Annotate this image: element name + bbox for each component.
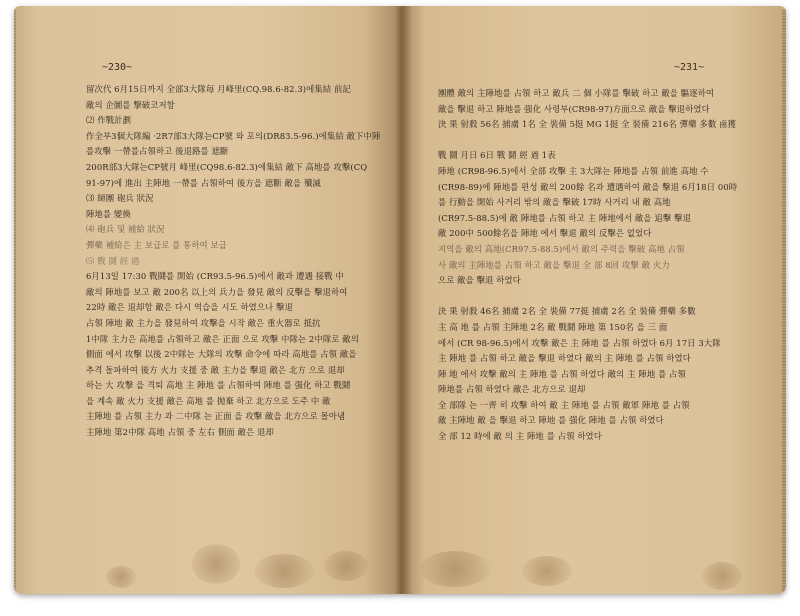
text-line: 主 陣地 를 占領 하고 敵을 擊退 하였다 敵의 主 陣地 를 占領 하였다 (438, 353, 691, 364)
text-line: 戰 鬪 月日 6日 戰 鬪 經 過 1表 (438, 150, 556, 161)
text-line: 主 高 地 를 占領 主陣地 2名 敵 戰鬪 陣地 第 150名 을 三 面 (438, 321, 668, 332)
text-line: (CR98-89)에 陣地를 편성 敵의 200餘 名과 遭遇하여 敵을 擊退 6月18日 00時 (438, 181, 738, 192)
text-line: 團體 敵의 主陣地를 占領 하고 敵兵 二 個 小隊를 擊破 하고 敵을 驅逐하여 (438, 88, 715, 98)
text-line: 主陣地 를 占領 主力 과 二中隊 는 正面 을 攻擊 敵을 北方으로 몰아냄 (86, 411, 346, 422)
text-line: 決 果 射殺 56名 捕虜 1名 全 裝備 5挺 MG 1挺 全 裝備 216名 彈藥 多數 鹵獲 (438, 119, 737, 130)
text-line: 추격 돌파하여 後方 火力 支援 중 敵 主力을 擊退 敵은 北方 으로 退却 (86, 364, 345, 375)
right-page-text (438, 86, 768, 445)
text-line: 陣 地 에서 攻擊 敵의 主 陣地 를 占領 하였다 敵의 主 陣地 를 占領 (438, 368, 686, 379)
left-page-text (86, 82, 382, 441)
text-line: 彈藥 補給은 主 보급로 를 통하여 보급 (86, 239, 227, 250)
text-line: 全 部 12 時에 敵 의 主 陣地 를 占領 하였다 (438, 431, 602, 442)
text-line: ⑸ 戰 鬪 經 過 (86, 255, 140, 266)
text-line: ⑷ 砲兵 및 補給 狀況 (86, 224, 165, 235)
text-line (438, 133, 768, 149)
text-line: 陣地를 占領 하였다 敵은 北方으로 退却 (438, 384, 586, 395)
paper-stain (192, 544, 240, 584)
text-line: 敵의 企圖를 撃破코저함 (86, 99, 175, 110)
text-line: 敵의 陣地를 보고 敵 200名 以上의 兵力을 發見 敵의 反擊을 擊退하여 (86, 286, 348, 297)
text-line: 側面 에서 攻擊 以後 2中隊는 大隊의 攻擊 命令에 따라 高地를 占領 敵을 (86, 349, 357, 360)
text-line: 作全부3個大隊編 ·2R7部3大隊는CP號 와 포의(DR83.5-96.)에集結 敵下中陣 (86, 130, 381, 141)
text-line: 1中隊 主力은 高地를 占領하고 敵은 正面 으로 攻擊 中隊는 2中隊로 敵의 (86, 333, 359, 344)
paper-stain (254, 554, 314, 588)
left-page (14, 6, 402, 594)
text-line: 決 果 射殺 46名 捕虜 2名 全 裝備 77挺 捕虜 2名 全 裝備 彈藥 多數 (438, 306, 696, 317)
open-book (14, 6, 790, 606)
text-line: 全 部隊 는 一齊 히 攻擊 하여 敵 主 陣地 를 占領 敵軍 陣地 를 占領 (438, 399, 690, 410)
right-page-edge (782, 10, 786, 592)
text-line: 敵을 擊退 하고 陣地를 强化 사령부(CR98-97)方面으로 敵을 擊退하였다 (438, 103, 710, 114)
paper-stain (702, 562, 742, 590)
text-line: 陣地를 變換 (86, 208, 131, 219)
text-line: ⑶ 師團 砲兵 狀況 (86, 193, 154, 204)
text-line: 를 行動을 開始 사거리 밖의 敵을 擊破 17時 사거리 내 敵 高地 (438, 197, 671, 208)
paper-stain (420, 551, 490, 587)
paper-stain (522, 556, 572, 586)
text-line: ⑵ 作戰計劃 (86, 115, 132, 126)
text-line: 에서 (CR 98-96.5)에서 攻擊 敵은 主 陣地 를 占領 하였다 6月 17日 3大隊 (438, 337, 721, 348)
text-line: 6月13일 17:30 戰鬪를 開始 (CR93.5-96.5)에서 敵과 遭遇 接戰 中 (86, 271, 344, 282)
paper-stain (106, 566, 136, 588)
right-page-number: ~231~ (674, 62, 705, 73)
text-line: 사 敵의 主陣地를 占領 하고 敵을 擊退 全 部 8回 攻撃 敵 火力 (438, 259, 670, 270)
text-line: 主陣地 第2中隊 高地 占領 중 左右 側面 敵은 退却 (86, 427, 274, 438)
text-line (438, 289, 768, 305)
text-line: 敵 200中 500餘名을 陣地 에서 擊退 敵의 反擊은 없었다 (438, 228, 652, 239)
text-line: 를攻擊 一帶를占領하고 後退路를 遮斷 (86, 146, 229, 157)
text-line: 을 계속 敵 火力 支援 敵은 高地 를 抛棄 하고 北方으로 도주 中 敵 (86, 395, 331, 406)
text-line: 敵 主陣地 敵 을 擊退 하고 陣地 를 强化 陣地 를 占領 하였다 (438, 415, 664, 426)
left-page-edge (14, 10, 16, 592)
left-page-number: ~230~ (102, 62, 133, 73)
text-line: 하는 大 攻撃 을 격퇴 高地 主 陣地 를 占領하여 陣地 를 强化 하고 戰鬪 (86, 380, 351, 391)
text-line: 陣地 (CR98-96.5)에서 全部 攻擊 主 3大隊는 陣地를 占領 前進 高地 수 (438, 165, 709, 176)
text-line: 22時 敵은 退却함 敵은 다시 역습을 시도 하였으나 擊退 (86, 302, 293, 313)
text-line: 占領 陣地 敵 主力을 發見하여 攻擊을 시작 敵은 重火器로 抵抗 (86, 317, 321, 328)
text-line: (CR97.5-88.5)에 敵 陣地를 占領 하고 主 陣地에서 敵을 追擊 擊退 (438, 212, 692, 223)
text-line: 91-97)에 進出 主陣地 一帶를 占領하여 後方을 遮斷 敵을 殲滅 (86, 177, 321, 188)
book-gutter (394, 6, 412, 594)
paper-stain (324, 551, 368, 581)
text-line: 200R部3大隊는CP號月 峰里(CQ98.6-82.3)에集結 敵下 高地를 攻擊(CQ (86, 161, 368, 172)
right-page (402, 6, 786, 594)
text-line: 으로 敵을 擊退 하였다 (438, 275, 521, 286)
text-line: 지역을 敵의 高地(CR97.5-88.5)에서 敵의 주력을 擊破 高地 占領 (438, 243, 685, 254)
text-line: 留次代 6月15日까지 全部3大隊毎 月峰里(CQ.98.6-82.3)에集結 前記 (86, 84, 351, 94)
